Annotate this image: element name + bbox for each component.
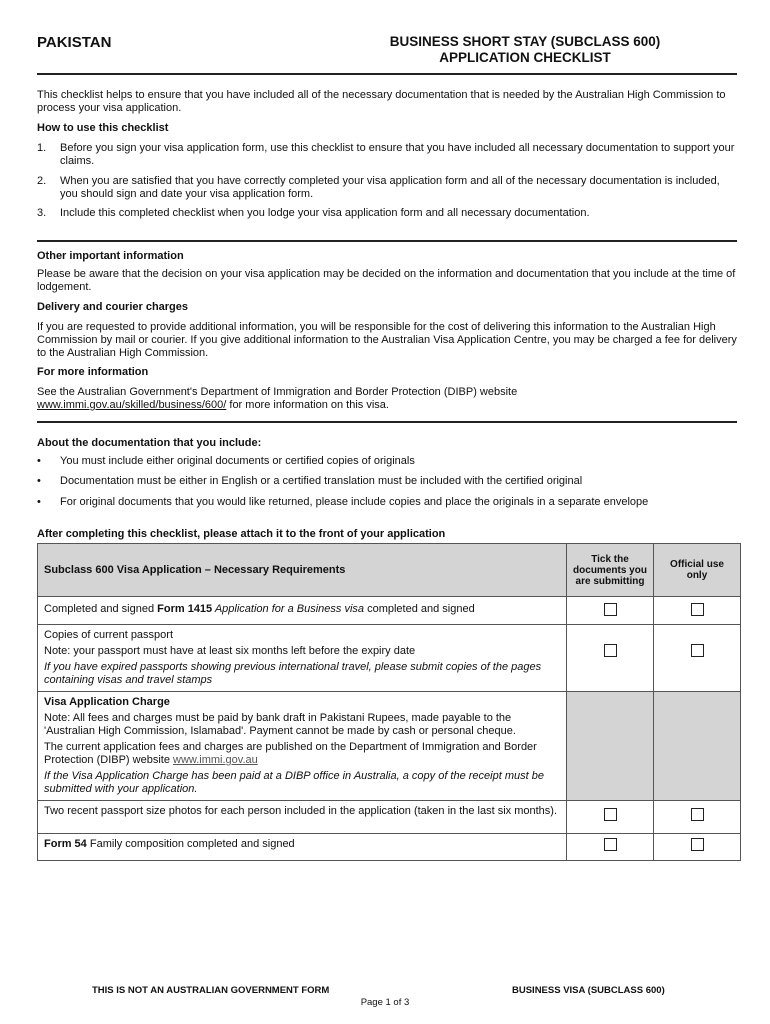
bullet-text: Documentation must be either in English or a certified translation must be included with the certified original bbox=[60, 475, 583, 487]
other-info-text: Please be aware that the decision on your visa application may be decided on the information and documentation that you include at the time of lodgement. bbox=[37, 268, 736, 293]
intro-text: This checklist helps to ensure that you have included all of the necessary documentation that is needed by the Australian High Commission to process your visa application. bbox=[37, 89, 726, 114]
tick-checkbox[interactable] bbox=[604, 603, 617, 616]
header-divider bbox=[37, 73, 737, 75]
title-line-2: APPLICATION CHECKLIST bbox=[439, 50, 611, 65]
requirements-table bbox=[37, 543, 741, 861]
step-number: 2. bbox=[37, 175, 47, 187]
country-label: PAKISTAN bbox=[37, 34, 112, 51]
step-text: Include this completed checklist when you lodge your visa application form and all necessary documentation. bbox=[60, 207, 590, 219]
official-checkbox[interactable] bbox=[691, 644, 704, 657]
step-3 bbox=[37, 207, 737, 220]
table-row-visa-charge bbox=[38, 692, 741, 801]
table-row-form-1415 bbox=[38, 597, 741, 625]
delivery-heading: Delivery and courier charges bbox=[37, 301, 189, 313]
step-text: Before you sign your visa application form, use this checklist to ensure that you have included all necessary documentation to support your claims. bbox=[60, 142, 735, 167]
doc-bullet-1 bbox=[37, 455, 737, 468]
tick-cell-disabled bbox=[567, 692, 654, 801]
official-checkbox[interactable] bbox=[691, 838, 704, 851]
official-cell bbox=[654, 834, 741, 861]
bullet-text: You must include either original documents or certified copies of originals bbox=[60, 455, 415, 467]
more-info-suffix: for more information on this visa. bbox=[226, 399, 389, 411]
tick-cell bbox=[567, 625, 654, 692]
dibp-600-link[interactable]: www.immi.gov.au/skilled/business/600/ bbox=[37, 399, 227, 411]
footer-form-name: BUSINESS VISA (SUBCLASS 600) bbox=[512, 985, 665, 996]
official-checkbox[interactable] bbox=[691, 603, 704, 616]
step-text: When you are satisfied that you have correctly completed your visa application form and all of the necessary documentation is included, you should sign and date your visa application form. bbox=[60, 175, 720, 200]
requirement-cell: Completed and signed Form 1415 Application for a Business visa completed and signed bbox=[38, 597, 567, 625]
footer-disclaimer: THIS IS NOT AN AUSTRALIAN GOVERNMENT FORM bbox=[92, 985, 330, 996]
bullet-icon: • bbox=[37, 455, 41, 467]
official-use-column-header: Official use only bbox=[654, 544, 741, 597]
table-row-form-54 bbox=[38, 834, 741, 861]
form-54-label: Form 54 bbox=[44, 838, 87, 850]
tick-column-header: Tick the documents you are submitting bbox=[567, 544, 654, 597]
doc-bullet-3 bbox=[37, 496, 737, 509]
requirement-cell: Copies of current passport Note: your passport must have at least six months left before the expiry date If you have expired passports showing previous international travel, please submit copies of the pages containing visas and travel stamps bbox=[38, 625, 567, 692]
official-checkbox[interactable] bbox=[691, 808, 704, 821]
documentation-heading: About the documentation that you include: bbox=[37, 437, 262, 449]
delivery-text: If you are requested to provide additional information, you will be responsible for the cost of delivering this information to the Australian High Commission by mail or courier. If you give additional information to the Australian Visa Application Centre, you may be charged a fee for delivery to the Australian High Commission. bbox=[37, 321, 737, 359]
section-divider bbox=[37, 421, 737, 423]
table-header-row bbox=[38, 544, 741, 597]
step-number: 1. bbox=[37, 142, 47, 154]
immi-website-link[interactable]: www.immi.gov.au bbox=[173, 754, 258, 766]
requirement-cell: Visa Application Charge Note: All fees and charges must be paid by bank draft in Pakistani Rupees, made payable to the 'Australian High Commission, Islamabad'. Payment cannot be made by cash or personal cheque. The current application fees and charges are published on the Department of Immigration and Border Protection (DIBP) website www.immi.gov.au If the Visa Application Charge has been paid at a DIBP office in Australia, a copy of the receipt must be submitted with your application. bbox=[38, 692, 567, 801]
attach-note: After completing this checklist, please attach it to the front of your application bbox=[37, 528, 446, 540]
tick-cell bbox=[567, 801, 654, 834]
official-cell bbox=[654, 625, 741, 692]
bullet-text: For original documents that you would like returned, please include copies and place the originals in a separate envelope bbox=[60, 496, 649, 508]
more-info-prefix: See the Australian Government's Department of Immigration and Border Protection (DIBP) website bbox=[37, 386, 518, 398]
table-row-photos bbox=[38, 801, 741, 834]
tick-checkbox[interactable] bbox=[604, 838, 617, 851]
requirement-cell: Form 54 Family composition completed and signed bbox=[38, 834, 567, 861]
tick-checkbox[interactable] bbox=[604, 808, 617, 821]
document-title bbox=[340, 34, 710, 66]
tick-cell bbox=[567, 597, 654, 625]
step-number: 3. bbox=[37, 207, 47, 219]
table-row-passport bbox=[38, 625, 741, 692]
how-to-use-heading: How to use this checklist bbox=[37, 122, 169, 134]
official-cell-disabled bbox=[654, 692, 741, 801]
step-2 bbox=[37, 175, 737, 201]
step-1 bbox=[37, 142, 737, 168]
official-cell bbox=[654, 597, 741, 625]
bullet-icon: • bbox=[37, 496, 41, 508]
page-number: Page 1 of 3 bbox=[360, 997, 410, 1008]
tick-checkbox[interactable] bbox=[604, 644, 617, 657]
other-info-heading: Other important information bbox=[37, 250, 184, 262]
more-info-heading: For more information bbox=[37, 366, 149, 378]
requirements-column-header: Subclass 600 Visa Application – Necessary Requirements bbox=[38, 544, 567, 597]
doc-bullet-2 bbox=[37, 475, 737, 488]
requirement-cell: Two recent passport size photos for each person included in the application (taken in the last six months). bbox=[38, 801, 567, 834]
tick-cell bbox=[567, 834, 654, 861]
more-info-text bbox=[37, 386, 737, 412]
official-cell bbox=[654, 801, 741, 834]
title-line-1: BUSINESS SHORT STAY (SUBCLASS 600) bbox=[389, 34, 661, 49]
section-divider bbox=[37, 240, 737, 242]
form-1415-label: Form 1415 bbox=[157, 603, 213, 615]
bullet-icon: • bbox=[37, 475, 41, 487]
